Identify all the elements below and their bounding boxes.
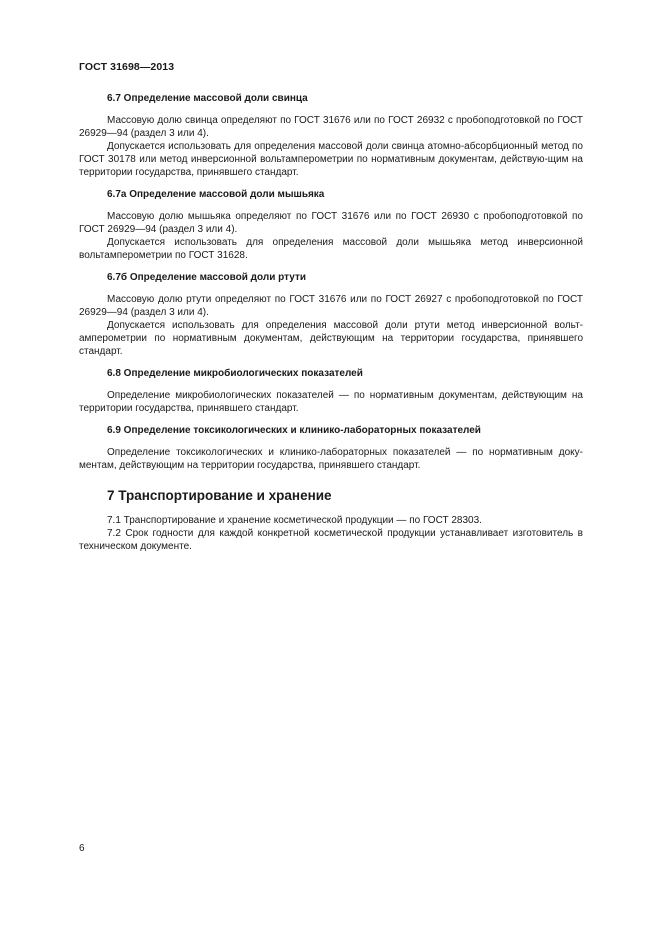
section-6-9 [79, 424, 583, 472]
paragraph: 7.2 Срок годности для каждой конкретной косметической продукции устанавливает изготовитель в техническом документе. [79, 528, 583, 552]
section-title: 6.8 Определение микробиологических показателей [107, 368, 363, 379]
paragraph: Массовую долю ртути определяют по ГОСТ 31676 или по ГОСТ 26927 с пробоподготовкой по ГОСТ 26929—94 (раздел 3 или 4). [79, 294, 583, 318]
paragraph: Допускается использовать для определения массовой доли ртути метод инверсионной вольт-амперометрии по нормативным документам, действующим на территории государства, принявшего стандарт. [79, 320, 583, 357]
chapter-title: 7 Транспортирование и хранение [107, 488, 332, 503]
section-6-7a [79, 188, 583, 262]
paragraph: Массовую долю свинца определяют по ГОСТ 31676 или по ГОСТ 26932 с пробоподготовкой по ГОСТ 26929—94 (раздел 3 или 4). [79, 115, 583, 139]
section-6-8 [79, 367, 583, 415]
paragraph: Массовую долю мышьяка определяют по ГОСТ 31676 или по ГОСТ 26930 с пробоподготовкой по ГОСТ 26929—94 (раздел 3 или 4). [79, 211, 583, 235]
document-id-header: ГОСТ 31698—2013 [79, 61, 175, 73]
section-title: 6.7б Определение массовой доли ртути [107, 272, 307, 283]
section-title: 6.9 Определение токсикологических и клинико-лабораторных показателей [107, 425, 481, 436]
paragraph: Определение токсикологических и клинико-лабораторных показателей — по нормативным доку-ментам, действующим на территории государства, принявшего стандарт. [79, 447, 583, 471]
paragraph: Допускается использовать для определения массовой доли свинца атомно-абсорбционный метод по ГОСТ 30178 или метод инверсионной вольтамперометрии по нормативным документам, действую-щим на территории государства, принявшего стандарт. [79, 141, 583, 178]
section-title: 6.7 Определение массовой доли свинца [107, 93, 308, 104]
paragraph: Допускается использовать для определения массовой доли мышьяка метод инверсионной вольтамперометрии по ГОСТ 31628. [79, 237, 583, 261]
section-6-7b [79, 271, 583, 358]
paragraph: Определение микробиологических показателей — по нормативным документам, действующим на территории государства, принявшего стандарт. [79, 390, 583, 414]
page-number: 6 [79, 843, 85, 854]
chapter-7 [79, 487, 583, 553]
section-6-7 [79, 92, 583, 179]
section-title: 6.7а Определение массовой доли мышьяка [107, 189, 325, 200]
document-body [79, 92, 583, 553]
paragraph: 7.1 Транспортирование и хранение косметической продукции — по ГОСТ 28303. [107, 515, 482, 526]
